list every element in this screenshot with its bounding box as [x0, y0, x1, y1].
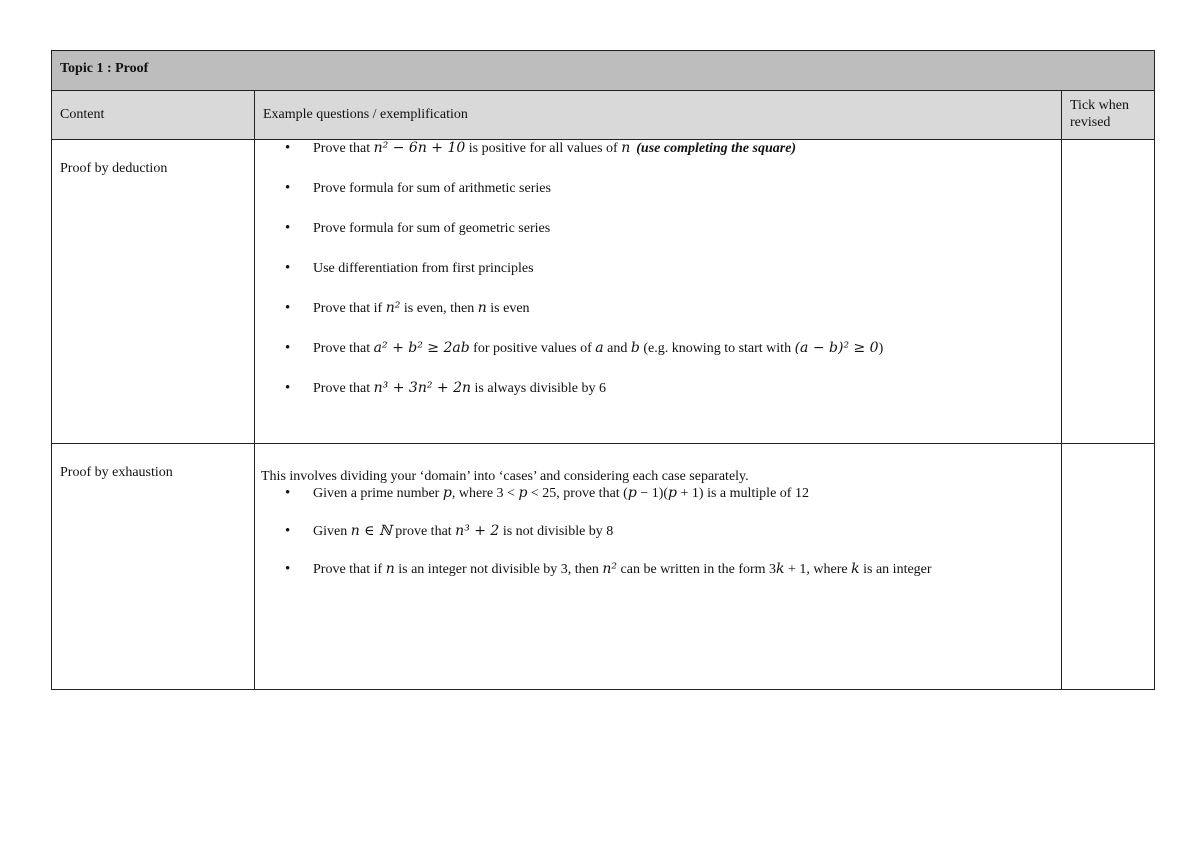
list-item: • Prove that if n is an integer not divisible by 3, then n² can be written in the form 3k + 1, where k is an integer: [255, 561, 1061, 578]
list-item: • Given n ∈ ℕ prove that n³ + 2 is not divisible by 8: [255, 523, 1061, 540]
list-item: • Use differentiation from first principles: [255, 260, 1061, 277]
examples-cell-exhaustion: [255, 444, 1062, 690]
header-row: [52, 91, 1155, 140]
list-item: • Prove that a² + b² ≥ 2ab for positive values of a and b (e.g. knowing to start with (a − b)² ≥ 0): [255, 340, 1061, 357]
examples-cell-deduction: [255, 140, 1062, 444]
list-item: • Prove formula for sum of geometric series: [255, 220, 1061, 237]
hint-note: (use completing the square): [636, 141, 797, 156]
list-item: • Given a prime number p, where 3 < p < 25, prove that (p − 1)(p + 1) is a multiple of 12: [255, 485, 1061, 502]
tick-box-deduction[interactable]: [1062, 140, 1155, 444]
tick-box-exhaustion[interactable]: [1062, 444, 1155, 690]
header-examples: Example questions / exemplification: [255, 91, 1062, 140]
header-content: Content: [52, 91, 255, 140]
list-item: • Prove that if n² is even, then n is even: [255, 300, 1061, 317]
topic-title-row: [52, 51, 1155, 91]
exhaustion-intro: This involves dividing your ‘domain’ into ‘cases’ and considering each case separately.: [261, 469, 749, 484]
table-row-exhaustion: [52, 444, 1155, 690]
table-row-deduction: [52, 140, 1155, 444]
deduction-list: [255, 140, 1061, 397]
content-proof-by-exhaustion: Proof by exhaustion: [52, 444, 255, 690]
content-proof-by-deduction: Proof by deduction: [52, 140, 255, 444]
list-item: • Prove that n³ + 3n² + 2n is always divisible by 6: [255, 380, 1061, 397]
list-item: • Prove formula for sum of arithmetic series: [255, 180, 1061, 197]
exhaustion-list: [255, 485, 1061, 578]
topic-title: Topic 1 : Proof: [52, 51, 1155, 91]
revision-table: [51, 50, 1155, 690]
list-item: • Prove that n² − 6n + 10 is positive for all values of n (use completing the square): [255, 140, 1061, 157]
header-tick: Tick when revised: [1062, 91, 1155, 140]
